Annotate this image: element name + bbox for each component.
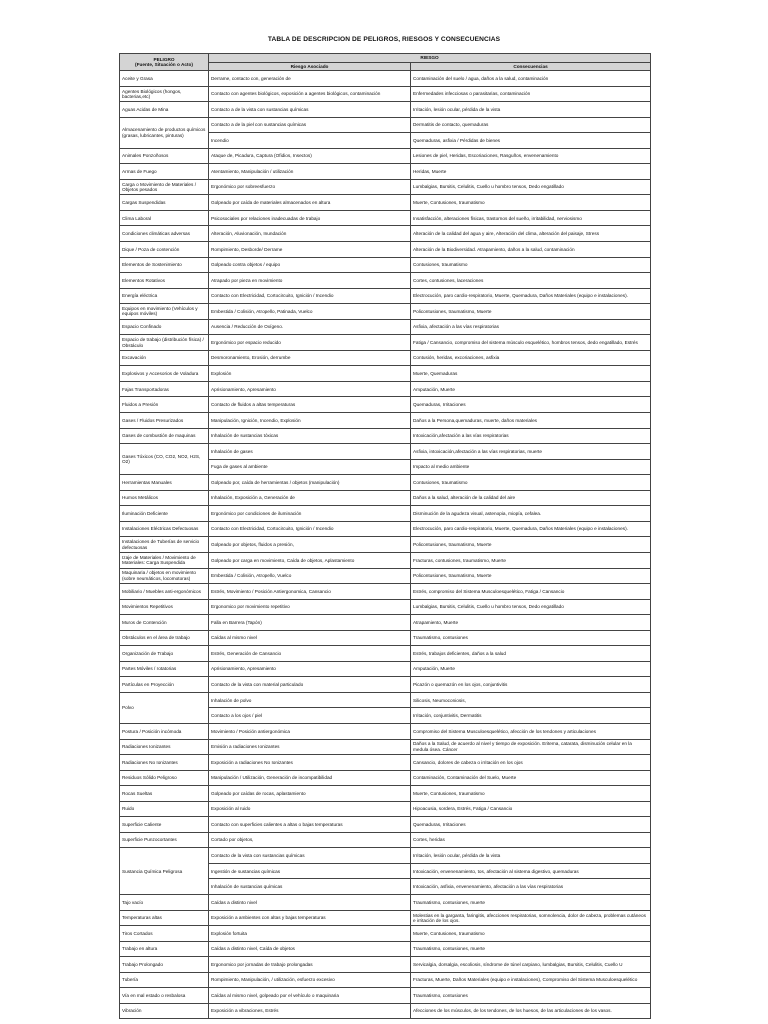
cell-riesgo-asociado: Inhalación de gases	[209, 444, 411, 460]
table-row	[120, 506, 651, 522]
table-row	[120, 102, 651, 118]
cell-consecuencias: Insatisfacción, alteraciones físicas, trastornos del sueño, irritabilidad, nerviosismo	[411, 210, 651, 226]
cell-consecuencias: Cansancio, dolores de cabeza o irritación en los ojos	[411, 755, 651, 771]
cell-riesgo-asociado: Aprisionamiento, Apresamiento	[209, 381, 411, 397]
cell-riesgo-asociado: Estrés, Movimiento / Posición Antiergonomica, Cansancio	[209, 584, 411, 600]
cell-peligro: Tiros Cortados	[120, 926, 209, 942]
cell-peligro: Herramientas Manuales	[120, 475, 209, 491]
table-row	[120, 195, 651, 211]
cell-consecuencias: Contaminación del suelo / agua, daños a la salud, contaminación	[411, 71, 651, 87]
cell-peligro: Ruido	[120, 801, 209, 817]
table-row	[120, 584, 651, 600]
cell-consecuencias: Policontusiones, traumatismo, Muerte	[411, 537, 651, 553]
cell-peligro: Residuos Sólido Peligroso	[120, 770, 209, 786]
cell-consecuencias: Estrés, compromiso del Sistema Musculoesquelético, Fatiga / Cansancio	[411, 584, 651, 600]
cell-riesgo-asociado: Contacto de fluidos a altas temperaturas	[209, 397, 411, 413]
cell-consecuencias: Traumatismo, contusiones	[411, 630, 651, 646]
cell-riesgo-asociado: Contacto de la vista con material particulado	[209, 677, 411, 693]
table-row	[120, 910, 651, 926]
cell-peligro: Trabajo Prolongado	[120, 957, 209, 973]
table-row	[120, 832, 651, 848]
cell-peligro: Clima Laboral	[120, 210, 209, 226]
cell-riesgo-asociado: Inhalación de sustancias tóxicas	[209, 428, 411, 444]
cell-consecuencias: Policontusiones, traumatismo, Muerte	[411, 568, 651, 584]
cell-riesgo-asociado: Caídas a distinto nivel	[209, 894, 411, 910]
cell-consecuencias: Quemaduras, Irritaciones	[411, 397, 651, 413]
cell-peligro: Aguas Acidas de Mina	[120, 102, 209, 118]
table-row	[120, 164, 651, 180]
table-row	[120, 148, 651, 164]
cell-peligro: Explosivos y Accesorios de Voladura	[120, 366, 209, 382]
cell-consecuencias: Electrocución, paro cardio-respiratorio, Muerte, Quemadura, Daños Materiales (equipo e instalaciones).	[411, 521, 651, 537]
cell-peligro: Gases de combustión de maquinas	[120, 428, 209, 444]
header-riesgo-asociado: Riesgo Asociado	[209, 63, 411, 71]
cell-consecuencias: Intoxicación, envenenamiento, tos, afectación al sistema digestivo, quemaduras	[411, 863, 651, 879]
cell-peligro: Postura / Posición incómoda	[120, 723, 209, 739]
cell-consecuencias: Intoxicación,afectación a las vías respiratorias	[411, 428, 651, 444]
cell-consecuencias: Disminución de la agudeza visual, astenopia, miopía, cefalea.	[411, 506, 651, 522]
cell-riesgo-asociado: Ergonómico por condiciones de iluminación	[209, 506, 411, 522]
cell-peligro: Vía en mal estado o resbalosa	[120, 988, 209, 1004]
cell-consecuencias: Amputación, Muerte	[411, 661, 651, 677]
cell-consecuencias: Electrocución, paro cardio-respiratorio, Muerte, Quemadura, Daños Materiales (equipo e instalaciones).	[411, 288, 651, 304]
cell-peligro: Almacenamiento de productos químicos (grasas, lubricantes, pinturas)	[120, 117, 209, 148]
table-row	[120, 210, 651, 226]
cell-riesgo-asociado: Ataque de, Picadura, Captura (Ofidios, Insectos)	[209, 148, 411, 164]
cell-peligro: Obstáculos en el área de trabajo	[120, 630, 209, 646]
cell-peligro: Aceite y Grasa	[120, 71, 209, 87]
cell-peligro: Mobiliario / Muebles anti-ergonómicos	[120, 584, 209, 600]
cell-riesgo-asociado: Contacto con Electricidad, Cortocircuito, Ignición / Incendio	[209, 521, 411, 537]
cell-consecuencias: Heridas, Muerte	[411, 164, 651, 180]
table-row	[120, 677, 651, 693]
table-row	[120, 366, 651, 382]
table-row	[120, 521, 651, 537]
cell-riesgo-asociado: Ergonómico por sobreesfuerzo	[209, 179, 411, 195]
cell-riesgo-asociado: Explosión	[209, 366, 411, 382]
cell-peligro: Instalaciones de Tuberías de servicio defectuosas	[120, 537, 209, 553]
cell-consecuencias: Daños a la Persona,quemaduras, muerte, daños materiales	[411, 413, 651, 429]
cell-riesgo-asociado: Alteración, Aluvionación, Inundación	[209, 226, 411, 242]
cell-peligro: Condiciones climáticas adversas	[120, 226, 209, 242]
cell-consecuencias: Fracturas, contusiones, traumatismo, Muerte	[411, 552, 651, 568]
cell-peligro: Partículas en Proyección	[120, 677, 209, 693]
table-row	[120, 71, 651, 87]
table-row	[120, 242, 651, 258]
cell-riesgo-asociado: Estrés, Generación de Cansancio	[209, 646, 411, 662]
cell-riesgo-asociado: Ergonomico por movimiento repetitivo	[209, 599, 411, 615]
cell-peligro: Radiaciones No Ionizantes	[120, 755, 209, 771]
cell-riesgo-asociado: Contacto con Electricidad, Cortocircuito, Ignición / Incendio	[209, 288, 411, 304]
table-row	[120, 335, 651, 351]
table-row	[120, 770, 651, 786]
table-row	[120, 817, 651, 833]
cell-consecuencias: Hipoacusia, sordera, Estrés, Fatiga / Cansancio	[411, 801, 651, 817]
cell-consecuencias: Muerte, Contusiones, traumatismo	[411, 926, 651, 942]
table-row	[120, 179, 651, 195]
cell-riesgo-asociado: Contacto con superficies calientes a altas o bajas temperaturas	[209, 817, 411, 833]
cell-peligro: Tajo vacío	[120, 894, 209, 910]
table-row	[120, 257, 651, 273]
cell-peligro: Superficie Caliente	[120, 817, 209, 833]
cell-consecuencias: Daños a la salud, alteración de la calidad del aire	[411, 490, 651, 506]
cell-consecuencias: Picazón o quemazón en los ojos, conjuntivitis	[411, 677, 651, 693]
cell-riesgo-asociado: Ingestión de sustancias químicas	[209, 863, 411, 879]
cell-consecuencias: Atrapamiento, Muerte	[411, 615, 651, 631]
table-row	[120, 381, 651, 397]
table-row	[120, 86, 651, 102]
table-row	[120, 552, 651, 568]
table-row	[120, 988, 651, 1004]
cell-riesgo-asociado: Derrame, contacto con, generación de	[209, 71, 411, 87]
cell-riesgo-asociado: Golpeado por carga en movimiento, Caída de objetos, Aplastamiento	[209, 552, 411, 568]
table-row	[120, 957, 651, 973]
table-row	[120, 926, 651, 942]
cell-consecuencias: Muerte, Contusiones, traumatismo	[411, 195, 651, 211]
table-row	[120, 319, 651, 335]
cell-peligro: Rocas Sueltas	[120, 786, 209, 802]
cell-consecuencias: Muerte, Quemaduras	[411, 366, 651, 382]
cell-riesgo-asociado: Inhalación de sustancias químicas	[209, 879, 411, 895]
table-row	[120, 413, 651, 429]
cell-riesgo-asociado: Inhalación de polvo	[209, 692, 411, 708]
cell-consecuencias: Afecciones de los músculos, de los tendones, de los huesos, de las articulaciones de los vasos.	[411, 1003, 651, 1019]
cell-peligro: Carga o Movimiento de Materiales / Objetos pesados	[120, 179, 209, 195]
table-row	[120, 304, 651, 320]
cell-consecuencias: Lumbalgias, Bursitis, Celulitis, Cuello u hombro tensos, Dedo engatillado	[411, 179, 651, 195]
cell-consecuencias: Contusiones, traumatismo	[411, 257, 651, 273]
table-row	[120, 568, 651, 584]
cell-riesgo-asociado: Incendio	[209, 133, 411, 149]
cell-consecuencias: Cortes, heridas	[411, 832, 651, 848]
table-row	[120, 848, 651, 864]
cell-peligro: Elementos Rotativos	[120, 273, 209, 289]
cell-riesgo-asociado: Contacto a de la piel con sustancias químicas	[209, 117, 411, 133]
cell-peligro: Instalaciones Eléctricas Defectuosas	[120, 521, 209, 537]
cell-peligro: Temperaturas altas	[120, 910, 209, 926]
cell-peligro: Humos Metálicos	[120, 490, 209, 506]
cell-peligro: Armas de Fuego	[120, 164, 209, 180]
table-row	[120, 428, 651, 444]
cell-riesgo-asociado: Manipulación, Ignición, Incendio, Explosión	[209, 413, 411, 429]
table-row	[120, 490, 651, 506]
cell-consecuencias: Daños a la Salud, de acuerdo al nivel y tiempo de exposición. Eritema, catarata, disminución celular en la medula ósea. Cáncer	[411, 739, 651, 755]
cell-peligro: Polvo	[120, 692, 209, 723]
cell-consecuencias: Contusión, heridas, excoriaciones, asfixia	[411, 350, 651, 366]
cell-riesgo-asociado: Exposición a vibraciones, Estrés	[209, 1003, 411, 1019]
table-row	[120, 117, 651, 133]
cell-riesgo-asociado: Golpeado contra objetos / equipo	[209, 257, 411, 273]
cell-consecuencias: Amputación, Muerte	[411, 381, 651, 397]
cell-consecuencias: Policontusiones, traumatismo, Muerte	[411, 304, 651, 320]
cell-peligro: Agentes Biológicos (hongos, bacterias,etc)	[120, 86, 209, 102]
cell-riesgo-asociado: Explosión fortuita	[209, 926, 411, 942]
hazard-table	[119, 53, 651, 1019]
header-peligro	[120, 54, 209, 71]
cell-riesgo-asociado: Aprisionamiento, Apresamiento	[209, 661, 411, 677]
cell-consecuencias: Traumatismo, contusiones, muerte	[411, 894, 651, 910]
cell-consecuencias: Contusiones, traumatismo	[411, 475, 651, 491]
cell-consecuencias: Dermatitis de contacto, quemaduras	[411, 117, 651, 133]
cell-riesgo-asociado: Falla en Barrera (Tapón)	[209, 615, 411, 631]
cell-peligro: Sustancia Química Peligrosa	[120, 848, 209, 895]
cell-riesgo-asociado: Ergonomico por jornadas de trabajo prolongadas	[209, 957, 411, 973]
cell-peligro: Animales Ponzoñosos	[120, 148, 209, 164]
cell-consecuencias: Compromiso del Sistema Musculoesquelético, afección de los tendones y articulaciones	[411, 723, 651, 739]
table-row	[120, 739, 651, 755]
table-row	[120, 537, 651, 553]
cell-riesgo-asociado: Exposición al ruido	[209, 801, 411, 817]
header-peligro-sub: (Fuente, Situación o Acto)	[135, 62, 193, 67]
cell-riesgo-asociado: Ausencia / Reducción de Oxígeno.	[209, 319, 411, 335]
cell-peligro: Trabajo en altura	[120, 941, 209, 957]
cell-riesgo-asociado: Movimiento / Posición antiergonómica	[209, 723, 411, 739]
cell-riesgo-asociado: Contacto a de la vista con sustancias químicas	[209, 102, 411, 118]
cell-riesgo-asociado: Fuga de gases al ambiente	[209, 459, 411, 475]
cell-peligro: Cargas Suspendidas	[120, 195, 209, 211]
cell-consecuencias: Impacto al medio ambiente	[411, 459, 651, 475]
cell-consecuencias: Irritación, lesión ocular, pérdida de la vista	[411, 102, 651, 118]
cell-peligro: Excavación	[120, 350, 209, 366]
header-consecuencias: Consecuencias	[411, 63, 651, 71]
cell-riesgo-asociado: Golpeado por caídas de rocas, aplastamiento	[209, 786, 411, 802]
cell-riesgo-asociado: Rompimiento, Desborde/ Derrame	[209, 242, 411, 258]
cell-peligro: Fajas Transportadoras	[120, 381, 209, 397]
cell-consecuencias: Asfixia, intoxicación,afectación a las vías respiratorias, muerte	[411, 444, 651, 460]
cell-consecuencias: Alteración de la Biodiversidad. Atrapamiento, daños a la salud, contaminación	[411, 242, 651, 258]
cell-consecuencias: Servicalgia, dorsalgia, escoliosis, síndrome de túnel carpiano, lumbalgias, Bursitis, Celulitis, Cuello U	[411, 957, 651, 973]
cell-consecuencias: Fatiga / Cansancio, compromiso del sistema músculo esquelético, hombros tensos, dedo engatillado, Estrés	[411, 335, 651, 351]
cell-riesgo-asociado: Desmoronamiento, Erosión, derrumbe	[209, 350, 411, 366]
cell-consecuencias: Molestias en la garganta, faringitis, afecciones respiratorias, somnolencia, dolor de cabeza, problemas cutáneos e irritación de los ojos.	[411, 910, 651, 926]
cell-consecuencias: Irritación, conjuntivitis, Dermatitis	[411, 708, 651, 724]
cell-peligro: Espacio de trabajo (distribución física) / Obstáculo	[120, 335, 209, 351]
cell-consecuencias: Asfixia, afectación a las vías respiratorias	[411, 319, 651, 335]
cell-consecuencias: Quemaduras, asfixia / Pérdidas de bienes	[411, 133, 651, 149]
cell-peligro: Organización de Trabajo	[120, 646, 209, 662]
table-row	[120, 723, 651, 739]
document-title: TABLA DE DESCRIPCION DE PELIGROS, RIESGOS Y CONSECUENCIAS	[267, 36, 501, 43]
cell-consecuencias: Quemaduras, Irritaciones	[411, 817, 651, 833]
cell-peligro: Tubería	[120, 972, 209, 988]
cell-consecuencias: Irritación, lesión ocular, pérdida de la vista	[411, 848, 651, 864]
table-row	[120, 801, 651, 817]
cell-consecuencias: Traumatismo, contusiones, muerte	[411, 941, 651, 957]
table-body	[120, 71, 651, 1019]
cell-riesgo-asociado: Golpeado por, caída de herramientas / objetos (manipulación)	[209, 475, 411, 491]
table-row	[120, 599, 651, 615]
cell-peligro: Izaje de Materiales / Movimiento de Materiales: Carga Suspendida	[120, 552, 209, 568]
cell-riesgo-asociado: Caídas al mismo nivel	[209, 630, 411, 646]
cell-riesgo-asociado: Embestida / Colisión, Atropello, Vuelco	[209, 568, 411, 584]
table-row	[120, 661, 651, 677]
cell-peligro: Muros de Contención	[120, 615, 209, 631]
table-row	[120, 1003, 651, 1019]
cell-peligro: Iluminación Deficiente	[120, 506, 209, 522]
cell-peligro: Movimientos Repetitivos	[120, 599, 209, 615]
cell-riesgo-asociado: Manipulación / Utilización, Generación de incompatibilidad	[209, 770, 411, 786]
cell-riesgo-asociado: Contacto a los ojos / piel	[209, 708, 411, 724]
table-row	[120, 646, 651, 662]
cell-peligro: Vibración	[120, 1003, 209, 1019]
cell-riesgo-asociado: Psicosociales por relaciones inadecuadas de trabajo	[209, 210, 411, 226]
cell-riesgo-asociado: Caídas al mismo nivel, golpeado por el vehículo o maquinaria	[209, 988, 411, 1004]
table-row	[120, 475, 651, 491]
header-riesgo: RIESGO	[209, 54, 651, 63]
cell-riesgo-asociado: Ergonómico por espacio reducido	[209, 335, 411, 351]
table-row	[120, 615, 651, 631]
cell-peligro: Gases Tóxicos (CO, CO2, NO2, H2S, O2)	[120, 444, 209, 475]
cell-peligro: Elementos de Sostenimiento	[120, 257, 209, 273]
cell-riesgo-asociado: Cortado por objetos,	[209, 832, 411, 848]
table-row	[120, 972, 651, 988]
cell-consecuencias: Enfermedades infecciosas o parasitarias, contaminación	[411, 86, 651, 102]
cell-peligro: Gases / Fluidos Presurizados	[120, 413, 209, 429]
cell-riesgo-asociado: Inhalación, Exposición a, Generación de	[209, 490, 411, 506]
table-row	[120, 397, 651, 413]
cell-riesgo-asociado: Embestida / Colisión, Atropello, Patinada, Vuelco	[209, 304, 411, 320]
cell-peligro: Superficie Punzocortantes	[120, 832, 209, 848]
cell-riesgo-asociado: Golpeado por caída de materiales almacenados en altura	[209, 195, 411, 211]
cell-peligro: Partes Móviles / rotatorias	[120, 661, 209, 677]
cell-peligro: Espacio Confinado	[120, 319, 209, 335]
table-row	[120, 444, 651, 460]
cell-consecuencias: Fracturas, Muerte, Daños Materiales (equipo e instalaciones), Compromiso del Sistema Musculoesquelético	[411, 972, 651, 988]
table-row	[120, 630, 651, 646]
table-row	[120, 692, 651, 708]
cell-riesgo-asociado: Golpeado por objetos, fluidos a presión,	[209, 537, 411, 553]
cell-peligro: Radiaciones Ionizantes	[120, 739, 209, 755]
cell-consecuencias: Lumbalgias, Bursitis, Celulitis, Cuello u hombro tensos, Dedo engatillado	[411, 599, 651, 615]
cell-peligro: Equipos en movimiento (Vehículos y equipos móviles)	[120, 304, 209, 320]
cell-riesgo-asociado: Exposición a radiaciones No Ionizantes	[209, 755, 411, 771]
cell-consecuencias: Intoxicación, asfixia, envenenamiento, afectación a las vías respiratorias	[411, 879, 651, 895]
cell-riesgo-asociado: Atentamiento, Manipulación / utilización	[209, 164, 411, 180]
cell-peligro: Fluidos a Presión	[120, 397, 209, 413]
cell-consecuencias: Silicosis, Neumoconiosis,	[411, 692, 651, 708]
table-row	[120, 273, 651, 289]
cell-consecuencias: Traumatismo, contusiones	[411, 988, 651, 1004]
cell-peligro: Maquinaria / objetos en movimiento (sobre neumáticos, locomotoras)	[120, 568, 209, 584]
cell-riesgo-asociado: Contacto con agentes biológicos, exposición a agentes biológicos, contaminación	[209, 86, 411, 102]
header-peligro-label: PELIGRO	[153, 56, 175, 62]
cell-riesgo-asociado: Contacto de la vista con sustancias químicas	[209, 848, 411, 864]
cell-consecuencias: Alteración de la calidad del agua y aire, Alteración del clima, alteración del paisaje, Stress	[411, 226, 651, 242]
table-row	[120, 755, 651, 771]
table-row	[120, 288, 651, 304]
table-row	[120, 786, 651, 802]
cell-consecuencias: Contaminación, Contaminación del Suelo, Muerte	[411, 770, 651, 786]
table-row	[120, 350, 651, 366]
cell-riesgo-asociado: Atrapado por pieza en movimiento	[209, 273, 411, 289]
cell-peligro: Dique / Poza de contención	[120, 242, 209, 258]
table-row	[120, 894, 651, 910]
cell-riesgo-asociado: Caídas a distinto nivel, Caída de objetos	[209, 941, 411, 957]
cell-riesgo-asociado: Rompimiento, Manipulación, / utilización, esfuerzo excesivo	[209, 972, 411, 988]
cell-peligro: Energía eléctrica	[120, 288, 209, 304]
cell-riesgo-asociado: Exposición a ambientes con altas y bajas temperaturas	[209, 910, 411, 926]
cell-consecuencias: Lesiones de piel, Heridas, Escoriaciones, Rasguños, envenenamiento	[411, 148, 651, 164]
cell-riesgo-asociado: Emisión a radiaciones Ionizantes	[209, 739, 411, 755]
table-row	[120, 226, 651, 242]
cell-consecuencias: Estrés, trabajos deficientes, daños a la salud	[411, 646, 651, 662]
cell-consecuencias: Cortes, contusiones, laceraciones	[411, 273, 651, 289]
table-row	[120, 941, 651, 957]
cell-consecuencias: Muerte, Contusiones, traumatismo	[411, 786, 651, 802]
